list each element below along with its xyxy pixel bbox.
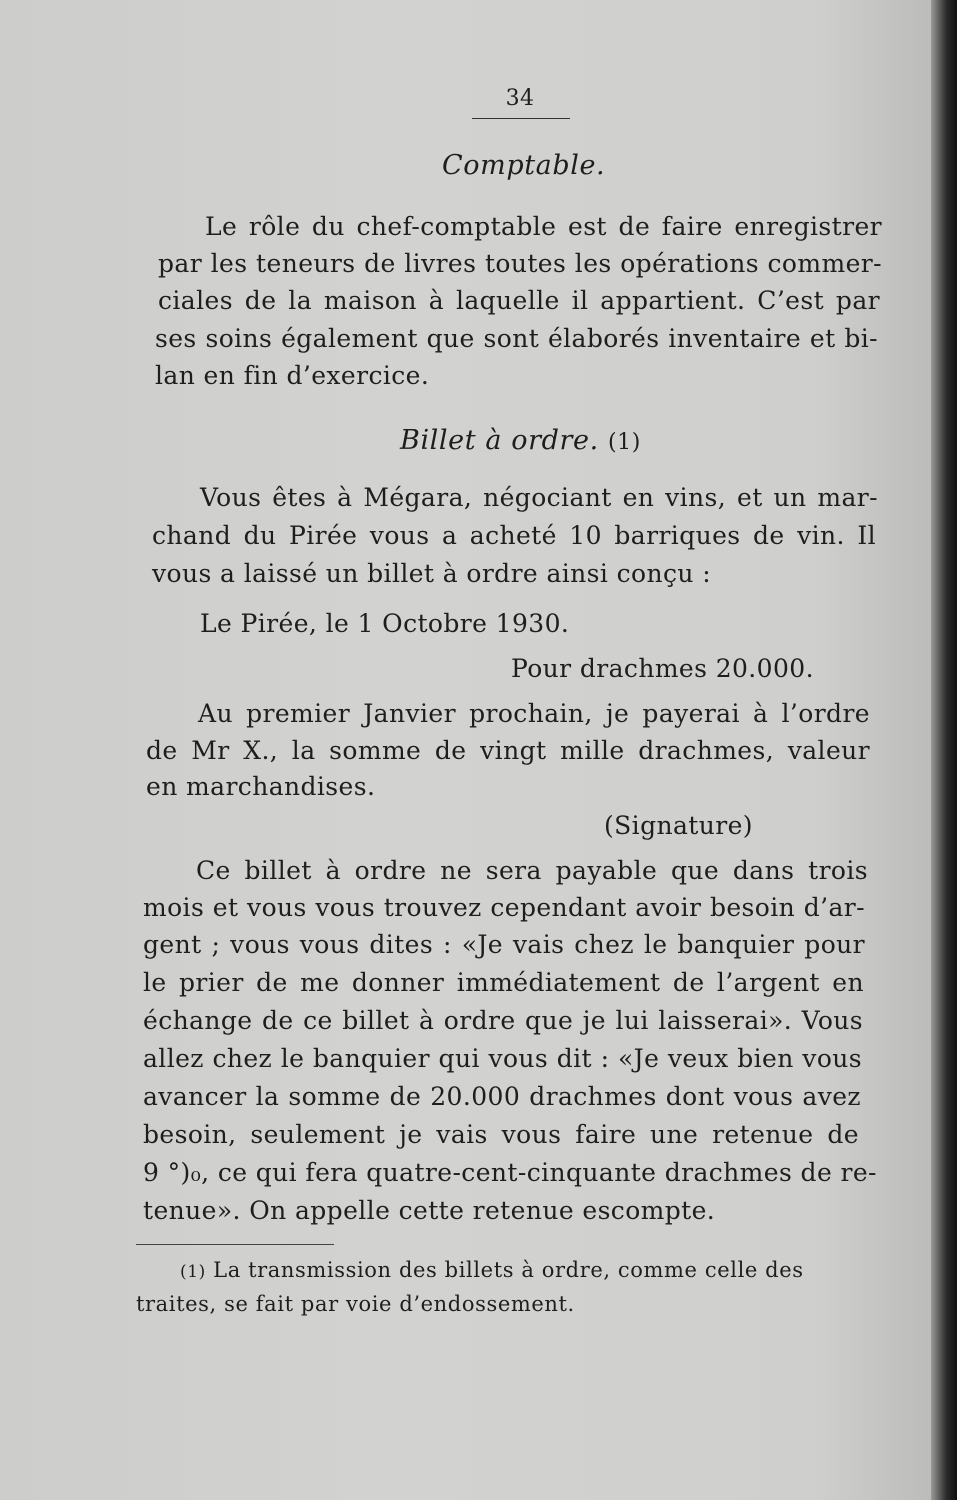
paragraph-line: ses soins également que sont élaborés inventaire et bi- bbox=[155, 324, 878, 353]
paragraph-line: allez chez le banquier qui vous dit : «Je veux bien vous bbox=[143, 1044, 862, 1073]
note-line: en marchandises. bbox=[146, 772, 376, 801]
paragraph-line: mois et vous vous trouvez cependant avoir besoin d’ar- bbox=[143, 893, 865, 922]
signature: (Signature) bbox=[604, 811, 753, 840]
note-line: Au premier Janvier prochain, je payerai à l’ordre bbox=[198, 699, 870, 728]
book-spine-shadow bbox=[931, 0, 957, 1500]
footnote-line bbox=[180, 1258, 804, 1282]
footnote-marker: (1) bbox=[180, 1262, 206, 1282]
paragraph-line: gent ; vous vous dites : «Je vais chez le banquier pour bbox=[143, 930, 865, 959]
paragraph-line: par les teneurs de livres toutes les opérations commer- bbox=[158, 249, 882, 278]
paragraph-line: 9 °)₀, ce qui fera quatre-cent-cinquante drachmes de re- bbox=[143, 1158, 877, 1187]
paragraph-line: le prier de me donner immédiatement de l’argent en bbox=[143, 968, 864, 997]
heading-footnote-ref: (1) bbox=[607, 430, 641, 455]
paragraph-line: vous a laissé un billet à ordre ainsi conçu : bbox=[152, 559, 712, 588]
paragraph-line: ciales de la maison à laquelle il appartient. C’est par bbox=[158, 286, 880, 315]
footnote-text: La transmission des billets à ordre, comme celle des bbox=[213, 1258, 804, 1282]
footnote-line: traites, se fait par voie d’endossement. bbox=[136, 1292, 575, 1316]
paragraph-line: Le rôle du chef-comptable est de faire enregistrer bbox=[205, 212, 882, 241]
heading-text: Billet à ordre. bbox=[400, 425, 599, 456]
page-number-rule bbox=[472, 118, 570, 119]
paragraph-line: lan en fin d’exercice. bbox=[155, 361, 430, 390]
note-amount: Pour drachmes 20.000. bbox=[511, 654, 814, 683]
paragraph-line: chand du Pirée vous a acheté 10 barriques de vin. Il bbox=[152, 521, 876, 550]
paragraph-line: Vous êtes à Mégara, négociant en vins, et un mar- bbox=[200, 483, 878, 512]
paragraph-line: tenue». On appelle cette retenue escompte. bbox=[143, 1196, 716, 1225]
page-number: 34 bbox=[505, 86, 535, 111]
paragraph-line: Ce billet à ordre ne sera payable que dans trois bbox=[196, 856, 868, 885]
paragraph-line: besoin, seulement je vais vous faire une retenue de bbox=[143, 1120, 859, 1149]
section-heading-billet bbox=[400, 425, 641, 456]
paragraph-line: avancer la somme de 20.000 drachmes dont vous avez bbox=[143, 1082, 861, 1111]
paragraph-line: échange de ce billet à ordre que je lui laisserai». Vous bbox=[143, 1006, 863, 1035]
note-date: Le Pirée, le 1 Octobre 1930. bbox=[200, 609, 570, 638]
section-heading-comptable: Comptable. bbox=[442, 150, 606, 181]
note-line: de Mr X., la somme de vingt mille drachmes, valeur bbox=[146, 736, 870, 765]
footnote-rule bbox=[136, 1244, 334, 1245]
